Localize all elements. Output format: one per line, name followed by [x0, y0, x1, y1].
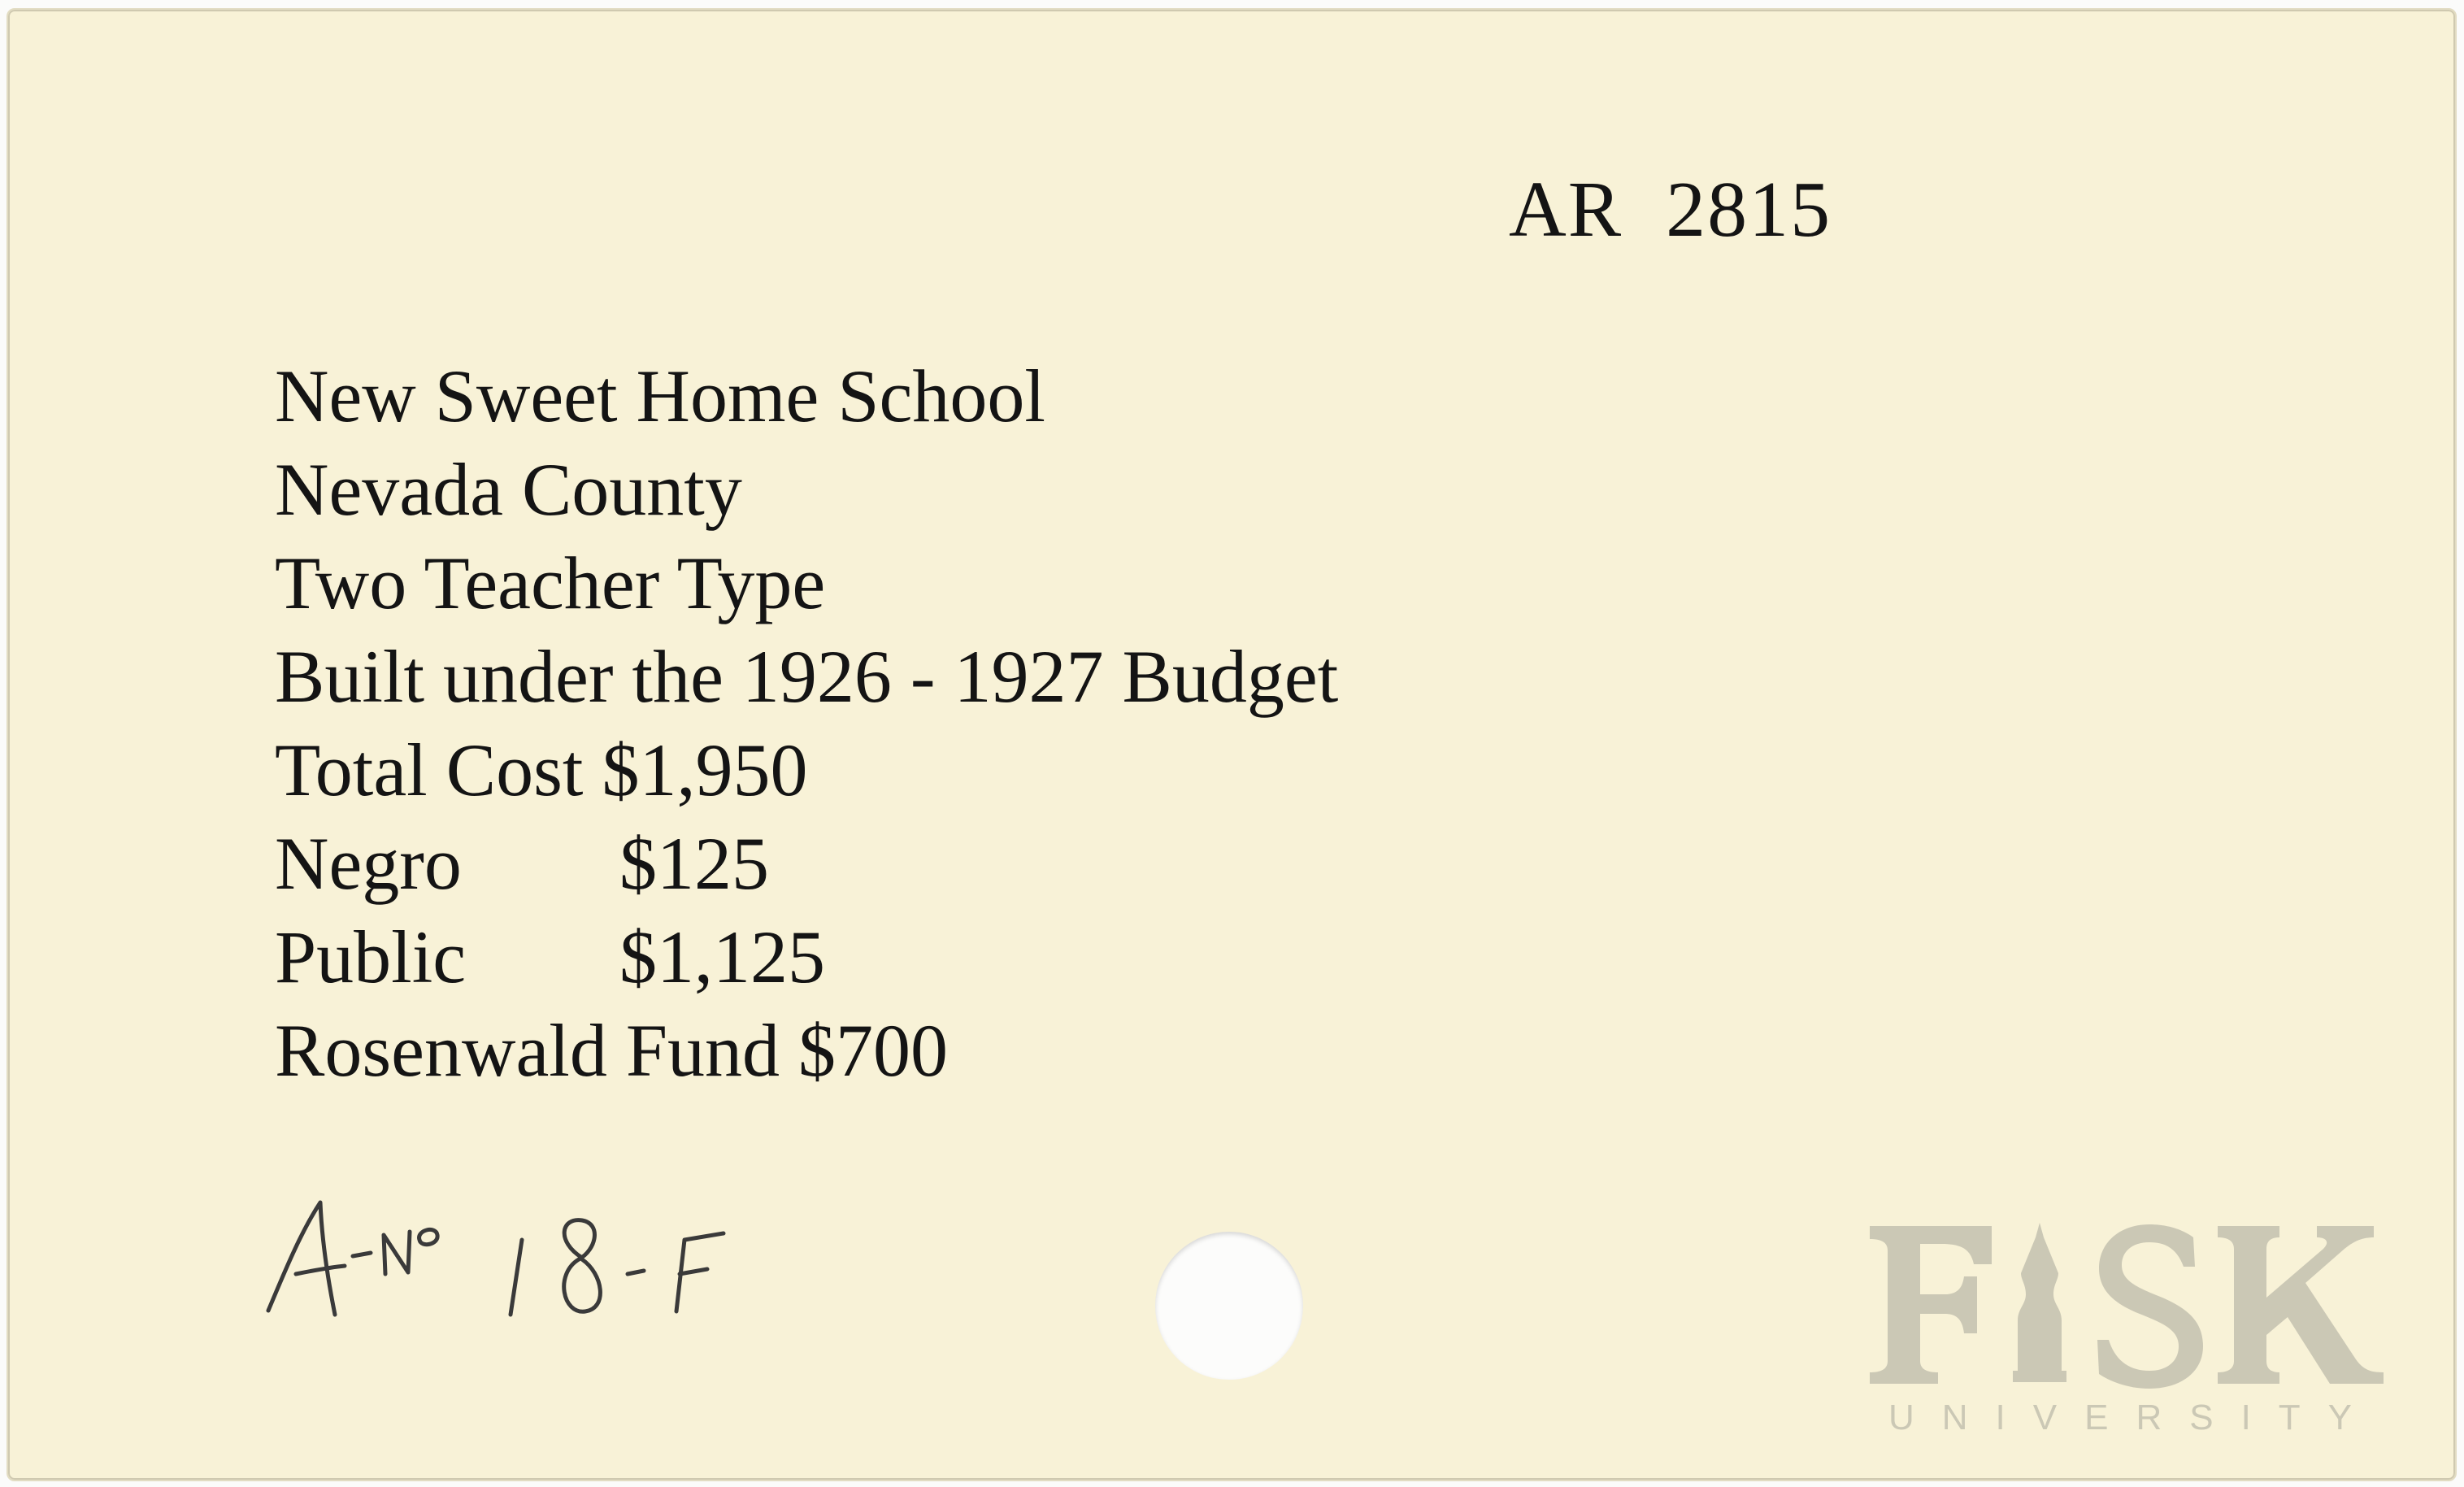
handwritten-note [263, 1193, 767, 1339]
funding-amount: $1,125 [619, 915, 825, 998]
rosenwald-fund: Rosenwald Fund $700 [275, 1009, 948, 1092]
total-cost: Total Cost $1,950 [275, 728, 808, 811]
funding-row [275, 911, 1338, 1004]
funding-row [275, 817, 1338, 911]
logo-subtitle: UNIVERSITY [1888, 1398, 2380, 1437]
accession-number: AR 2815 [1509, 166, 1832, 254]
budget-year: Built under the 1926 - 1927 Budget [275, 635, 1339, 718]
school-type: Two Teacher Type [275, 541, 826, 624]
funding-label: Negro [275, 822, 462, 905]
funding-label: Public [275, 915, 467, 998]
card-text [275, 350, 1338, 1098]
school-name: New Sweet Home School [275, 354, 1045, 437]
county: Nevada County [275, 448, 742, 531]
funding-amount: $125 [619, 822, 769, 905]
logo-name [1870, 1220, 2398, 1439]
punch-hole [1155, 1232, 1303, 1380]
